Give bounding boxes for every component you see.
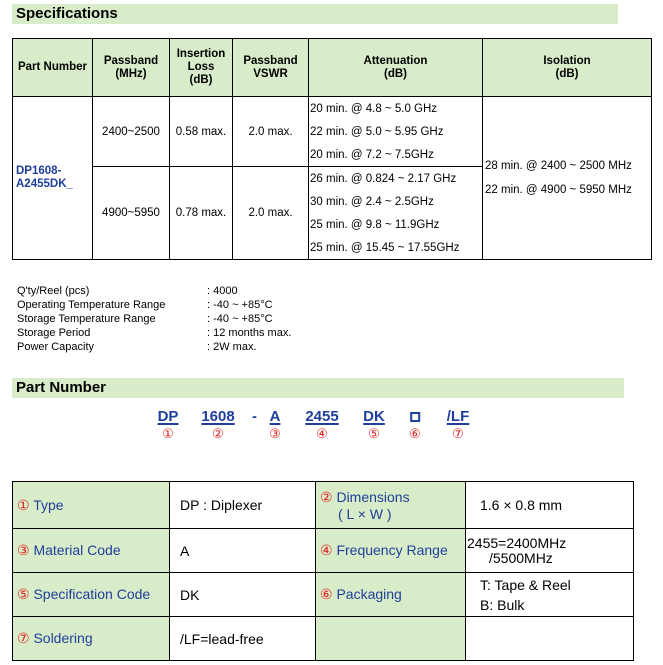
part-code-dash: - [252,408,257,425]
square-box-icon [410,412,420,422]
property-row: Q'ty/Reel (pcs) : 4000 [17,285,238,297]
property-row: Power Capacity : 2W max. [17,341,257,353]
specifications-table [12,38,652,260]
property-row: Operating Temperature Range : -40 ~ +85°C [17,299,273,311]
legend-dimensions-key: ② Dimensions ( L × W ) [316,482,466,529]
property-row: Storage Period : 12 months max. [17,327,292,339]
legend-spec-value: DK [170,573,316,617]
code-legend-table [12,481,634,661]
passband-2: 4900~5950 [93,167,170,260]
header-part-number: Part Number [13,39,93,97]
insertion-loss-2: 0.78 max. [170,167,233,260]
legend-dimensions-value: 1.6 × 0.8 mm [466,482,634,529]
vswr-1: 2.0 max. [233,97,309,167]
attenuation-1-1: 20 min. @ 4.8 ~ 5.0 GHz [309,97,483,121]
vswr-2: 2.0 max. [233,167,309,260]
legend-spec-key: ⑤ Specification Code [13,573,170,617]
specifications-heading: Specifications [12,4,618,24]
legend-soldering-key: ⑦ Soldering [13,617,170,661]
part-number-cell: DP1608- A2455DK_ [13,97,93,260]
part-code-segment: 1608 ② [201,408,235,441]
part-code-segment: ⑥ [409,408,421,441]
legend-packaging-value: T: Tape & Reel B: Bulk [466,573,634,617]
part-code-segment: 2455 ④ [305,408,339,441]
insertion-loss-1: 0.58 max. [170,97,233,167]
legend-empty-key [316,617,466,661]
legend-empty-value [466,617,634,661]
legend-type-value: DP : Diplexer [170,482,316,529]
part-code-segment: DK ⑤ [363,408,385,441]
passband-1: 2400~2500 [93,97,170,167]
part-code-segment: /LF ⑦ [446,408,470,441]
attenuation-1-2: 22 min. @ 5.0 ~ 5.95 GHz [309,120,483,143]
legend-packaging-key: ⑥ Packaging [316,573,466,617]
legend-type-key: ① Type [13,482,170,529]
attenuation-2-1: 26 min. @ 0.824 ~ 2.17 GHz [309,167,483,191]
isolation-cell: 28 min. @ 2400 ~ 2500 MHz 22 min. @ 4900 ~ 5950 MHz [483,97,652,260]
legend-frequency-value: 2455=2400MHz /5500MHz [466,529,634,573]
attenuation-2-4: 25 min. @ 15.45 ~ 17.55GHz [309,236,483,260]
legend-soldering-value: /LF=lead-free [170,617,316,661]
attenuation-2-3: 25 min. @ 9.8 ~ 11.9GHz [309,213,483,236]
legend-frequency-key: ④ Frequency Range [316,529,466,573]
header-passband: Passband (MHz) [93,39,170,97]
part-code-segment: A ③ [269,408,281,441]
header-insertion-loss: Insertion Loss (dB) [170,39,233,97]
legend-material-value: A [170,529,316,573]
legend-material-key: ③ Material Code [13,529,170,573]
part-number-heading: Part Number [12,378,624,398]
attenuation-1-3: 20 min. @ 7.2 ~ 7.5GHz [309,143,483,167]
attenuation-2-2: 30 min. @ 2.4 ~ 2.5GHz [309,190,483,213]
header-attenuation: Attenuation (dB) [309,39,483,97]
properties-list [17,284,291,354]
header-vswr: Passband VSWR [233,39,309,97]
header-isolation: Isolation (dB) [483,39,652,97]
part-code-segment: DP ① [157,408,179,441]
property-row: Storage Temperature Range : -40 ~ +85°C [17,313,273,325]
